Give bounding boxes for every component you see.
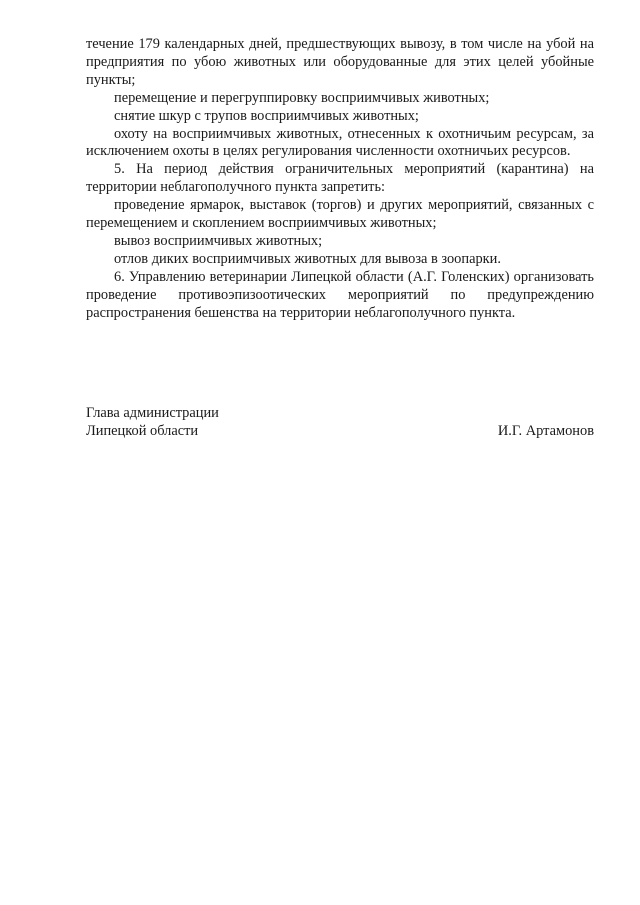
signatory-position-line1: Глава администрации — [86, 405, 219, 421]
paragraph-item-5: 5. На период действия ограничительных мероприятий (карантина) на территории неблагополучного пункта запретить: — [86, 161, 594, 196]
paragraph-export: вывоз восприимчивых животных; — [114, 232, 323, 249]
paragraph-regrouping: перемещение и перегруппировку восприимчивых животных; — [114, 89, 490, 106]
signature-block — [86, 404, 594, 440]
paragraph-skinning: снятие шкур с трупов восприимчивых животных; — [114, 107, 419, 124]
paragraph-item-6: 6. Управлению ветеринарии Липецкой области (А.Г. Голенских) организовать проведение противоэпизоотических мероприятий по предупреждению распространения бешенства на территории неблагополучного пункта. — [86, 268, 594, 321]
paragraph-slaughter-continuation: течение 179 календарных дней, предшествующих вывозу, в том числе на убой на предприятия по убою животных или оборудованные для этих целей убойные пункты; — [86, 36, 594, 88]
signature-row — [86, 422, 594, 440]
paragraph-capture: отлов диких восприимчивых животных для вывоза в зоопарки. — [114, 250, 501, 267]
paragraph-fairs: проведение ярмарок, выставок (торгов) и других мероприятий, связанных с перемещением и скоплением восприимчивых животных; — [86, 197, 594, 232]
signatory-name: И.Г. Артамонов — [497, 423, 594, 439]
signatory-position-line2: Липецкой области — [86, 423, 199, 439]
paragraph-hunting: охоту на восприимчивых животных, отнесенных к охотничьим ресурсам, за исключением охоты в целях регулирования численности охотничьих ресурсов. — [86, 125, 594, 160]
document-body — [86, 36, 594, 323]
